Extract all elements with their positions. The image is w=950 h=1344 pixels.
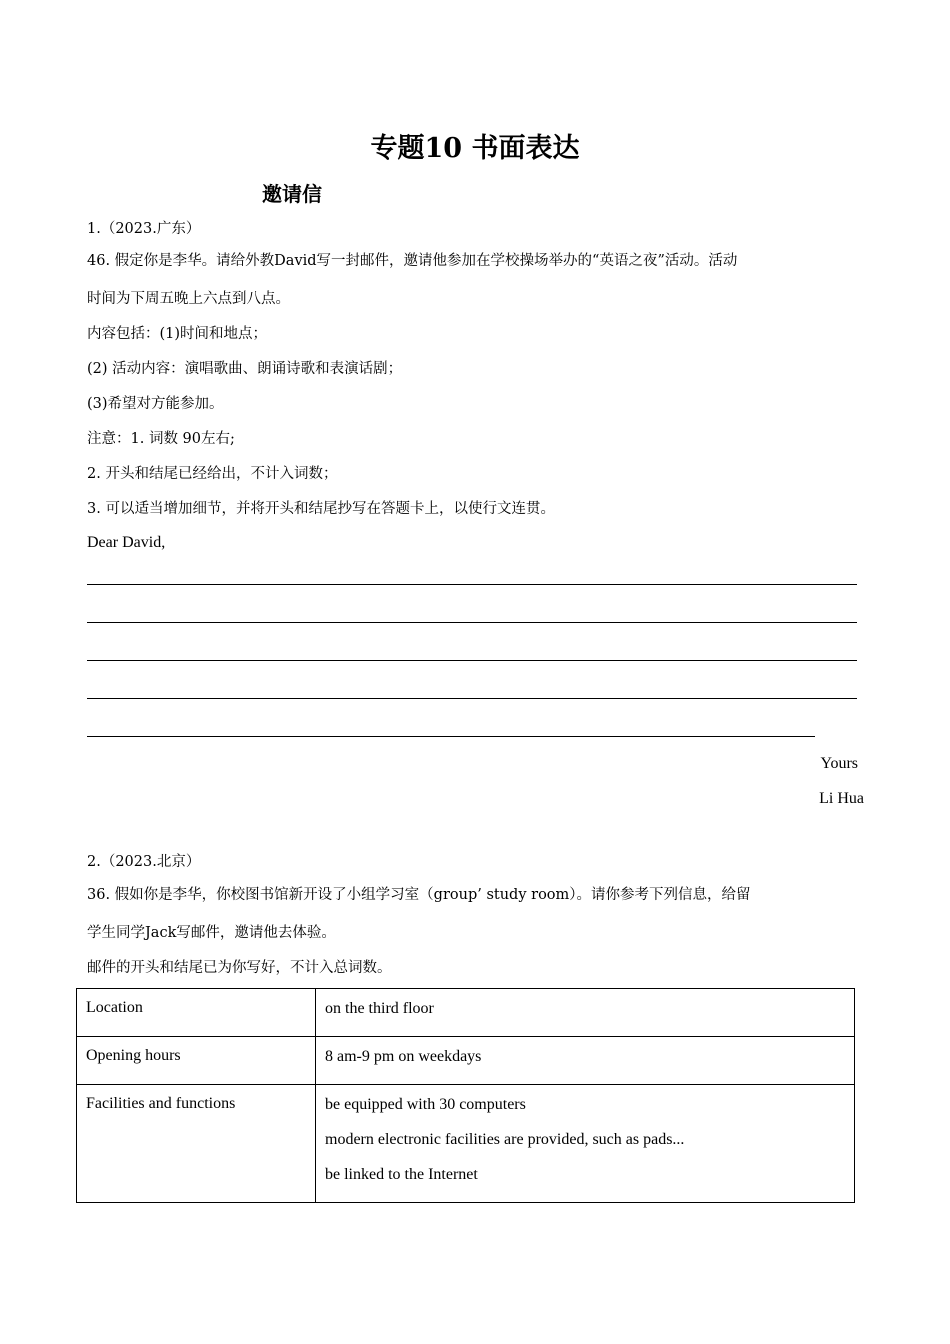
q1-source: 1.（2023.广东）: [87, 221, 201, 237]
table-value-line: be linked to the Internet: [325, 1166, 478, 1183]
info-table: [76, 988, 855, 1203]
q1-item-3: (3)希望对方能参加。: [87, 396, 224, 412]
table-value-line: be equipped with 30 computers: [325, 1096, 526, 1113]
page-title: 专题10 书面表达: [370, 133, 580, 164]
answer-line: [87, 736, 815, 737]
q2-prompt-line3: 邮件的开头和结尾已为你写好，不计入总词数。: [87, 960, 392, 976]
q1-content-label: 内容包括：(1)时间和地点；: [87, 326, 268, 342]
answer-line: [87, 584, 857, 585]
q2-prompt-line1: 36. 假如你是李华，你校图书馆新开设了小组学习室（group’ study room）。请你参考下列信息，给留: [87, 887, 751, 903]
table-label: Facilities and functions: [77, 1085, 316, 1203]
table-row: [77, 1037, 855, 1085]
q1-note-1: 注意：1. 词数 90左右;: [87, 431, 235, 447]
table-label: Location: [77, 989, 316, 1037]
table-value: [316, 1037, 855, 1085]
q1-prompt-line1: 46. 假定你是李华。请给外教David写一封邮件，邀请他参加在学校操场举办的“英语之夜”活动。活动: [87, 253, 738, 269]
q1-item-2: (2) 活动内容：演唱歌曲、朗诵诗歌和表演话剧；: [87, 361, 403, 377]
q1-prompt-line2: 时间为下周五晚上六点到八点。: [87, 291, 290, 307]
table-value-line: 8 am-9 pm on weekdays: [325, 1048, 482, 1065]
table-value: [316, 1085, 855, 1203]
answer-line: [87, 622, 857, 623]
answer-line: [87, 660, 857, 661]
table-value-line: modern electronic facilities are provided, such as pads...: [325, 1131, 685, 1148]
table-row: [77, 989, 855, 1037]
section-heading: 邀请信: [262, 182, 322, 206]
q1-salutation: Dear David,: [87, 534, 166, 551]
table-row: [77, 1085, 855, 1203]
q2-prompt-line2: 学生同学Jack写邮件，邀请他去体验。: [87, 925, 336, 941]
table-value: [316, 989, 855, 1037]
q1-note-2: 2. 开头和结尾已经给出，不计入词数；: [87, 466, 338, 482]
table-label: Opening hours: [77, 1037, 316, 1085]
table-value-line: on the third floor: [325, 1000, 434, 1017]
answer-line: [87, 698, 857, 699]
q2-source: 2.（2023.北京）: [87, 854, 201, 870]
q1-closing: Yours: [820, 755, 858, 772]
q1-signature: Li Hua: [819, 790, 864, 807]
q1-note-3: 3. 可以适当增加细节，并将开头和结尾抄写在答题卡上，以使行文连贯。: [87, 501, 555, 517]
